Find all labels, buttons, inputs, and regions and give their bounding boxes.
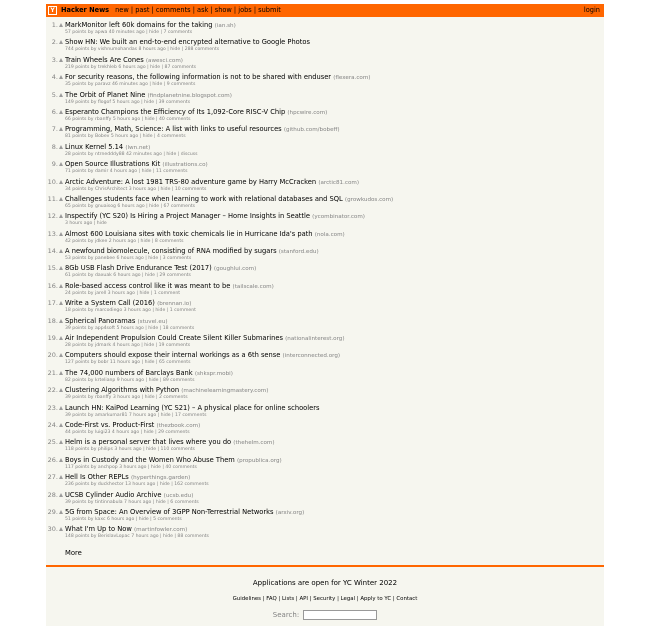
upvote-arrow-icon[interactable]	[59, 475, 63, 479]
story-subtext[interactable]: 18 points by marcodiego 3 hours ago | hide | 1 comment	[65, 308, 196, 314]
story-rank: 12.	[47, 212, 58, 221]
story-row	[46, 178, 604, 195]
upvote-arrow-icon[interactable]	[59, 458, 63, 462]
footer-link-security[interactable]: Security	[313, 595, 336, 602]
story-row	[46, 230, 604, 247]
upvote-arrow-icon[interactable]	[59, 197, 63, 201]
story-title-link[interactable]: Write a System Call (2016)	[65, 299, 155, 308]
story-domain[interactable]: (lwn.net)	[125, 144, 151, 151]
upvote-arrow-icon[interactable]	[59, 527, 63, 531]
story-subtext[interactable]: 71 points by damir 4 hours ago | hide | 11 comments	[65, 169, 188, 175]
story-row	[46, 282, 604, 299]
story-title-link[interactable]: Hell Is Other REPLs	[65, 473, 129, 482]
story-domain[interactable]: (ycombinator.com)	[312, 214, 365, 221]
story-rank: 23.	[47, 403, 58, 412]
upvote-arrow-icon[interactable]	[59, 423, 63, 427]
story-subtext[interactable]: 118 points by philips 3 hours ago | hide | 110 comments	[65, 447, 195, 453]
story-rank: 6.	[51, 107, 58, 116]
story-rank: 7.	[51, 125, 58, 134]
story-rank: 24.	[47, 420, 58, 429]
story-title-link[interactable]: MarkMonitor left 60k domains for the taking	[65, 21, 213, 29]
story-row	[46, 386, 604, 403]
story-rank: 2.	[51, 38, 58, 47]
upvote-arrow-icon[interactable]	[59, 162, 63, 166]
story-row	[46, 212, 604, 229]
site-name-link[interactable]: Hacker News	[61, 6, 110, 14]
upvote-arrow-icon[interactable]	[59, 266, 63, 270]
nav-show[interactable]: show	[214, 6, 232, 14]
story-title-link[interactable]: Inspectify (YC S20) Is Hiring a Project Manager – Home Insights in Seattle	[65, 212, 311, 221]
nav-submit[interactable]: submit	[258, 6, 281, 14]
story-row	[46, 160, 604, 177]
upvote-arrow-icon[interactable]	[59, 40, 63, 44]
upvote-arrow-icon[interactable]	[59, 93, 63, 97]
story-row	[46, 438, 604, 455]
story-subtext[interactable]: 66 points by rbanffy 5 hours ago | hide | 40 comments	[65, 116, 191, 122]
story-title-link[interactable]: Role-based access control like it was meant to be	[65, 281, 231, 290]
story-domain[interactable]: (thezbook.com)	[156, 422, 201, 429]
story-subtext[interactable]: 3 hours ago | hide	[65, 221, 107, 227]
story-title-link[interactable]: 8Gb USB Flash Drive Endurance Test (2017)	[65, 264, 212, 273]
story-row	[46, 73, 604, 90]
story-rank: 4.	[51, 73, 58, 82]
story-domain[interactable]: (findplanetnine.blogspot.com)	[147, 92, 232, 99]
upvote-arrow-icon[interactable]	[59, 284, 63, 288]
story-subtext[interactable]: 51 points by kaxc 6 hours ago | hide | 5 comments	[65, 516, 182, 522]
story-title-link[interactable]: The Orbit of Planet Nine	[65, 90, 146, 99]
story-subtext[interactable]: 35 points by paravz 46 minutes ago | hide | 9 comments	[65, 82, 196, 88]
story-rank: 16.	[47, 281, 58, 290]
upvote-arrow-icon[interactable]	[59, 301, 63, 305]
upvote-arrow-icon[interactable]	[59, 440, 63, 444]
story-domain[interactable]: (goughlui.com)	[213, 266, 257, 273]
story-rank: 19.	[47, 334, 58, 343]
story-row	[46, 143, 604, 160]
footer-link-faq[interactable]: FAQ	[266, 595, 277, 602]
story-row	[46, 108, 604, 125]
story-domain[interactable]: (awesci.com)	[145, 57, 183, 64]
footer-links: Guidelines | FAQ | Lists | API | Security | Legal | Apply to YC | Contact	[232, 595, 418, 602]
story-row	[46, 404, 604, 421]
story-row	[46, 56, 604, 73]
story-title-link[interactable]: Almost 600 Louisiana sites with toxic chemicals lie in Hurricane Ida's path	[65, 229, 313, 238]
upvote-arrow-icon[interactable]	[59, 388, 63, 392]
story-title-link[interactable]: Computers should expose their internal workings as a 6th sense	[65, 351, 281, 360]
story-domain[interactable]: (martinfowler.com)	[133, 527, 188, 534]
story-title-link[interactable]: Air Independent Propulsion Could Create Silent Killer Submarines	[65, 334, 283, 343]
story-list	[46, 17, 604, 543]
story-rank: 5.	[51, 90, 58, 99]
story-domain[interactable]: (nationalinterest.org)	[285, 336, 345, 343]
footer-link-legal[interactable]: Legal	[340, 595, 356, 602]
story-title-link[interactable]: Clustering Algorithms with Python	[65, 386, 180, 395]
story-subtext[interactable]: 39 points by tintinnabula 7 hours ago | hide | 6 comments	[65, 499, 199, 505]
story-rank: 8.	[51, 142, 58, 151]
story-rank: 13.	[47, 229, 58, 238]
story-rank: 26.	[47, 455, 58, 464]
story-subtext[interactable]: 39 points by rbanffy 3 hours ago | hide | 2 comments	[65, 395, 188, 401]
story-row	[46, 473, 604, 490]
upvote-arrow-icon[interactable]	[59, 406, 63, 410]
story-row	[46, 38, 604, 55]
story-title-link[interactable]: Linux Kernel 5.14	[65, 142, 124, 151]
story-rank: 20.	[47, 351, 58, 360]
story-rank: 15.	[47, 264, 58, 273]
story-row	[46, 195, 604, 212]
story-title-link[interactable]: Launch HN: KaiPod Learning (YC S21) – A physical place for online schoolers	[65, 403, 320, 412]
story-rank: 21.	[47, 368, 58, 377]
story-row	[46, 264, 604, 281]
nav-ask[interactable]: ask	[197, 6, 209, 14]
yc-apply-notice[interactable]: Applications are open for YC Winter 2022	[252, 578, 398, 587]
story-title-link[interactable]: Boys in Custody and the Women Who Abuse Them	[65, 455, 235, 464]
story-subtext[interactable]: 127 points by bobr 11 hours ago | hide | 65 comments	[65, 360, 191, 366]
story-row	[46, 491, 604, 508]
story-title-link[interactable]: 5G from Space: An Overview of 3GPP Non-Terrestrial Networks	[65, 507, 274, 516]
story-title-link[interactable]: Spherical Panoramas	[65, 316, 136, 325]
story-title-link[interactable]: Esperanto Champions the Efficiency of Its 1,092-Core RISC-V Chip	[65, 107, 286, 116]
story-domain[interactable]: (growkudos.com)	[344, 196, 394, 203]
story-title-link[interactable]: What I'm Up to Now	[65, 525, 132, 534]
upvote-arrow-icon[interactable]	[59, 58, 63, 62]
story-subtext[interactable]: 57 points by apwa 40 minutes ago | hide | 7 comments	[65, 30, 193, 35]
story-title-link[interactable]: Challenges students face when learning to work with relational databases and SQL	[65, 194, 343, 203]
upvote-arrow-icon[interactable]	[59, 336, 63, 340]
story-rank: 11.	[47, 194, 58, 203]
story-domain[interactable]: (arxiv.org)	[275, 509, 305, 516]
upvote-arrow-icon[interactable]	[59, 319, 63, 323]
story-subtext[interactable]: 219 points by trekhleb 6 hours ago | hide | 87 comments	[65, 64, 197, 70]
story-row	[46, 334, 604, 351]
story-rank: 25.	[47, 438, 58, 447]
upvote-arrow-icon[interactable]	[59, 371, 63, 375]
story-domain[interactable]: (stanford.edu)	[278, 249, 319, 256]
story-row	[46, 21, 604, 38]
login-link[interactable]: login	[583, 6, 600, 14]
story-rank: 3.	[51, 55, 58, 64]
story-domain[interactable]: (hpcwire.com)	[287, 109, 328, 116]
story-subtext[interactable]: 28 points by jdmark 4 hours ago | hide | 19 comments	[65, 343, 191, 349]
story-domain[interactable]: (shkspr.mobi)	[194, 370, 233, 377]
story-domain[interactable]: (brennan.io)	[157, 301, 192, 308]
story-subtext[interactable]: 44 points by luigi23 4 hours ago | hide | 29 comments	[65, 429, 190, 435]
story-rank: 29.	[47, 507, 58, 516]
story-title-link[interactable]: Show HN: We built an end-to-end encrypted alternative to Google Photos	[65, 38, 310, 47]
story-title-link[interactable]: Helm is a personal server that lives where you do	[65, 438, 232, 447]
upvote-arrow-icon[interactable]	[59, 353, 63, 357]
story-title-link[interactable]: UCSB Cylinder Audio Archive	[65, 490, 162, 499]
upvote-arrow-icon[interactable]	[59, 214, 63, 218]
nav-comments[interactable]: comments	[155, 6, 191, 14]
hacker-news-page	[46, 4, 604, 626]
nav-new[interactable]: new	[115, 6, 129, 14]
footer-link-api[interactable]: API	[299, 595, 308, 602]
story-domain[interactable]: (ian.sh)	[214, 23, 236, 29]
story-domain[interactable]: (arctic81.com)	[318, 179, 360, 186]
story-title-link[interactable]: For security reasons, the following information is not to be shared with enduser	[65, 73, 332, 82]
story-subtext[interactable]: 39 points by app4soft 5 hours ago | hide | 18 comments	[65, 325, 195, 331]
story-subtext[interactable]: 42 points by jdkee 2 hours ago | hide | 8 comments	[65, 238, 184, 244]
story-subtext[interactable]: 24 points by jarell 3 hours ago | hide | 1 comment	[65, 290, 181, 296]
footer-link-apply[interactable]: Apply to YC	[360, 595, 392, 602]
story-rank: 14.	[47, 247, 58, 256]
story-subtext[interactable]: 28 points by ntrnedddy88 42 minutes ago | hide | discuss	[65, 151, 198, 157]
story-subtext[interactable]: 81 points by Bobev 5 hours ago | hide | 4 comments	[65, 134, 186, 140]
upvote-arrow-icon[interactable]	[59, 23, 63, 27]
more-link[interactable]: More	[65, 548, 82, 557]
story-subtext[interactable]: 236 points by duckhector 13 hours ago | hide | 162 comments	[65, 482, 209, 488]
upvote-arrow-icon[interactable]	[59, 493, 63, 497]
upvote-arrow-icon[interactable]	[59, 127, 63, 131]
y-logo-icon[interactable]: Y	[48, 6, 57, 15]
story-row	[46, 91, 604, 108]
story-title-link[interactable]: Code-First vs. Product-First	[65, 420, 155, 429]
story-subtext[interactable]: 53 points by panebee 6 hours ago | hide | 3 comments	[65, 256, 192, 262]
upvote-arrow-icon[interactable]	[59, 180, 63, 184]
story-row	[46, 456, 604, 473]
story-rank: 1.	[51, 21, 58, 29]
story-row	[46, 317, 604, 334]
story-row	[46, 125, 604, 142]
story-title-link[interactable]: Train Wheels Are Cones	[65, 55, 144, 64]
footer-link-guidelines[interactable]: Guidelines	[232, 595, 261, 602]
story-subtext[interactable]: 148 points by BerislavLopac 7 hours ago | hide | 88 comments	[65, 534, 209, 540]
story-title-link[interactable]: A newfound biomolecule, consisting of RNA modified by sugars	[65, 247, 277, 256]
footer-link-lists[interactable]: Lists	[281, 595, 295, 602]
upvote-arrow-icon[interactable]	[59, 75, 63, 79]
footer	[46, 567, 604, 626]
story-domain[interactable]: (illustrations.co)	[162, 162, 208, 169]
story-title-link[interactable]: Programming, Math, Science: A list with links to useful resources	[65, 125, 282, 134]
story-subtext[interactable]: 149 points by flogof 5 hours ago | hide | 39 comments	[65, 99, 191, 105]
story-subtext[interactable]: 82 points by krtelianp 9 hours ago | hide | 89 comments	[65, 377, 195, 383]
upvote-arrow-icon[interactable]	[59, 145, 63, 149]
story-title-link[interactable]: Arctic Adventure: A lost 1981 TRS-80 adventure game by Harry McCracken	[65, 177, 317, 186]
story-domain[interactable]: (nola.com)	[314, 231, 345, 238]
search-area	[46, 610, 604, 620]
nav-past[interactable]: past	[135, 6, 150, 14]
story-subtext[interactable]: 34 points by ChrisArchitect 3 hours ago | hide | 10 comments	[65, 186, 207, 192]
story-row	[46, 525, 604, 542]
story-subtext[interactable]: 39 points by amarkumar81 7 hours ago | hide | 17 comments	[65, 412, 207, 418]
story-subtext[interactable]: 61 points by daxuak 6 hours ago | hide | 29 comments	[65, 273, 191, 279]
story-domain[interactable]: (stuvel.eu)	[137, 318, 168, 325]
story-domain[interactable]: (tailscale.com)	[232, 283, 274, 290]
story-rank: 10.	[47, 177, 58, 186]
story-domain[interactable]: (flexera.com)	[333, 75, 371, 82]
story-row	[46, 299, 604, 316]
story-subtext[interactable]: 744 points by vishnumohandas 8 hours ago | hide | 288 comments	[65, 47, 220, 53]
story-row	[46, 421, 604, 438]
footer-link-contact[interactable]: Contact	[396, 595, 418, 602]
story-domain[interactable]: (interconnected.org)	[282, 353, 341, 360]
story-row	[46, 351, 604, 368]
story-title-link[interactable]: Open Source Illustrations Kit	[65, 160, 161, 169]
story-domain[interactable]: (github.com/bobeff)	[283, 127, 340, 134]
upvote-arrow-icon[interactable]	[59, 510, 63, 514]
story-subtext[interactable]: 65 points by gnuaisog 6 hours ago | hide | 67 comments	[65, 203, 196, 209]
top-bar	[46, 4, 604, 17]
story-rank: 17.	[47, 299, 58, 308]
story-rank: 18.	[47, 316, 58, 325]
story-rank: 9.	[51, 160, 58, 169]
story-rank: 22.	[47, 386, 58, 395]
story-row	[46, 508, 604, 525]
story-rank: 27.	[47, 473, 58, 482]
story-domain[interactable]: (propublica.org)	[236, 457, 282, 464]
story-row	[46, 247, 604, 264]
upvote-arrow-icon[interactable]	[59, 110, 63, 114]
upvote-arrow-icon[interactable]	[59, 249, 63, 253]
story-domain[interactable]: (hyperthings.garden)	[130, 475, 191, 482]
story-domain[interactable]: (machinelearningmastery.com)	[181, 388, 269, 395]
story-title-link[interactable]: The 74,000 numbers of Barclays Bank	[65, 368, 193, 377]
nav-links: new | past | comments | ask | show | jobs | submit	[115, 6, 281, 14]
nav-jobs[interactable]: jobs	[238, 6, 252, 14]
search-label: Search:	[272, 610, 300, 619]
story-domain[interactable]: (ucsb.edu)	[163, 492, 194, 499]
story-row	[46, 369, 604, 386]
story-rank: 30.	[47, 525, 58, 534]
upvote-arrow-icon[interactable]	[59, 232, 63, 236]
search-input[interactable]	[303, 610, 377, 620]
story-subtext[interactable]: 117 points by anchpop 3 hours ago | hide | 40 comments	[65, 464, 197, 470]
story-domain[interactable]: (thehelm.com)	[233, 440, 275, 447]
story-rank: 28.	[47, 490, 58, 499]
